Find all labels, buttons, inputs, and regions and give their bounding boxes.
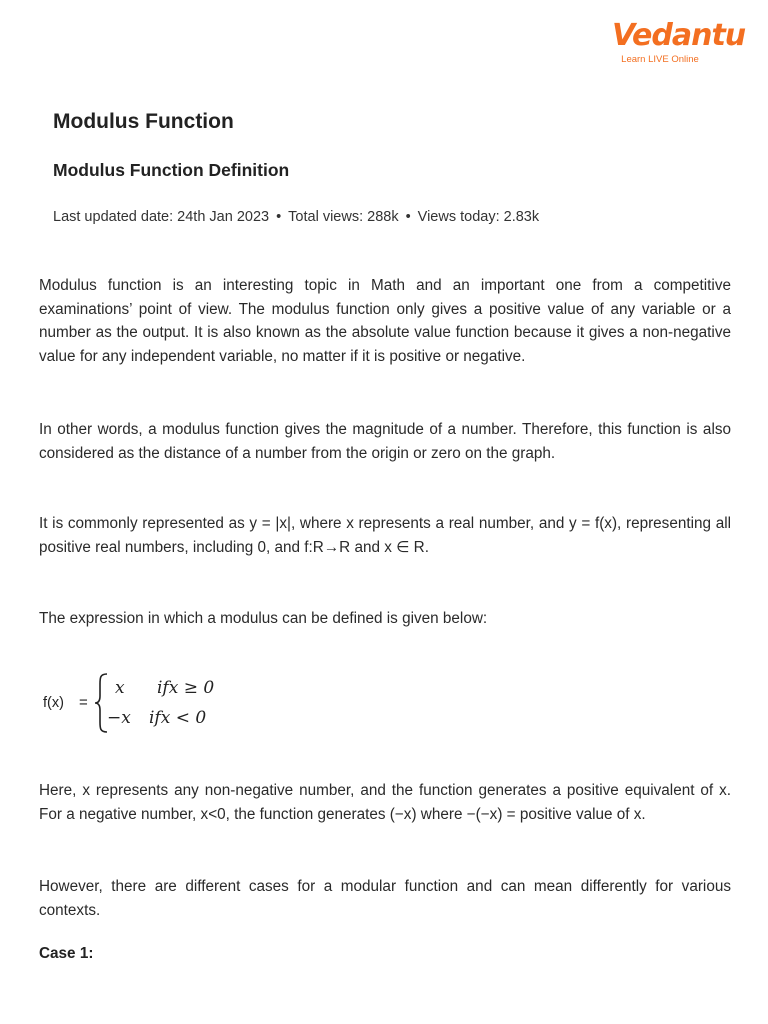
case-2-value: −x [107,708,131,728]
vedantu-logo[interactable] [612,18,746,65]
last-updated-date: Last updated date: 24th Jan 2023 [53,209,270,225]
paragraph-magnitude: In other words, a modulus function gives the magnitude of a number. Therefore, this function is also considered as the distance of a number from the origin or zero on the graph. [39,421,731,462]
formula-lhs: f(x) [43,695,64,711]
paragraph-expression-intro: The expression in which a modulus can be defined is given below: [39,610,488,627]
case-1-value: x [115,678,125,698]
total-views: Total views: 288k [288,209,399,225]
logo-tagline: Learn LIVE Online [621,54,699,65]
paragraph-explanation: Here, x represents any non-negative number, and the function generates a positive equivalent of x. For a negative number, x<0, the function generates (−x) where −(−x) = positive value of x. [39,782,731,823]
meta-separator: • [405,209,411,225]
case-heading: Case 1: [39,945,94,962]
page-title: Modulus Function [53,110,234,133]
article-meta [53,209,539,225]
formula-case-1 [115,678,214,698]
paragraph-cases-intro: However, there are different cases for a modular function and can mean differently for various contexts. [39,878,731,919]
section-subtitle: Modulus Function Definition [53,160,290,180]
paragraph-intro: Modulus function is an interesting topic in Math and an important one from a competitive examinations’ point of view. The modulus function only gives a positive value of any variable or a number as the output. It is also known as the absolute value function because it gives a non-negative value for any independent variable, no matter if it is positive or negative. [39,277,731,365]
modulus-formula [43,672,263,738]
paragraph-representation: It is commonly represented as y = |x|, where x represents a real number, and y = f(x), representing all positive real numbers, including 0, and f:R→R and x ∈ R. [39,515,731,556]
case-2-condition: ifx < 0 [149,708,207,728]
formula-equals: = [79,694,88,711]
case-1-condition: ifx ≥ 0 [157,678,215,698]
formula-case-2 [107,708,207,728]
views-today: Views today: 2.83k [417,209,540,225]
meta-separator: • [276,209,282,225]
logo-wordmark: Vedantu [612,18,746,53]
